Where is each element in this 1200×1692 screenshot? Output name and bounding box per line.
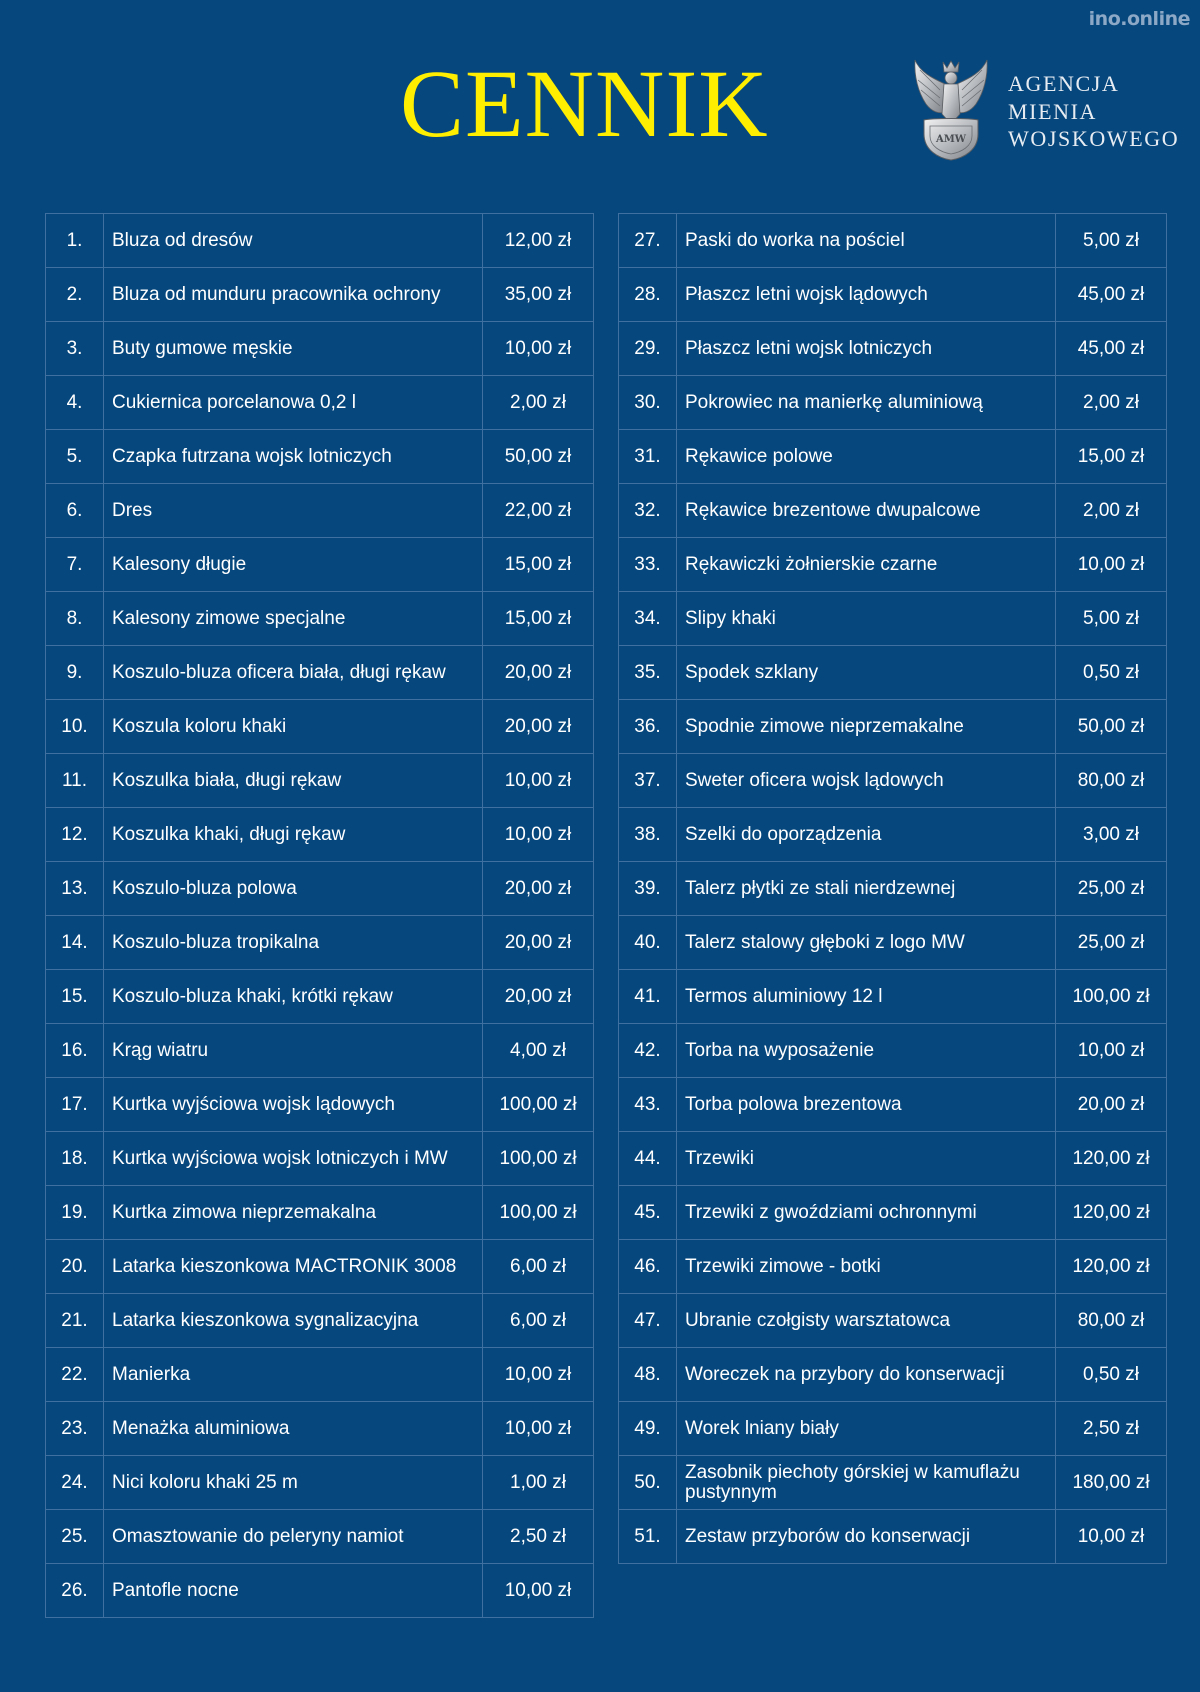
item-name: Cukiernica porcelanowa 0,2 l	[104, 376, 483, 430]
item-price: 5,00 zł	[1056, 592, 1167, 646]
item-price: 20,00 zł	[483, 862, 594, 916]
item-name: Slipy khaki	[677, 592, 1056, 646]
table-row	[46, 808, 594, 862]
item-number: 46.	[619, 1240, 677, 1294]
table-row	[619, 1240, 1167, 1294]
item-name: Bluza od munduru pracownika ochrony	[104, 268, 483, 322]
item-number: 19.	[46, 1186, 104, 1240]
item-name: Ubranie czołgisty warsztatowca	[677, 1294, 1056, 1348]
table-row	[46, 376, 594, 430]
item-name: Dres	[104, 484, 483, 538]
item-name: Kurtka zimowa nieprzemakalna	[104, 1186, 483, 1240]
table-row	[46, 1348, 594, 1402]
item-price: 22,00 zł	[483, 484, 594, 538]
item-name: Płaszcz letni wojsk lotniczych	[677, 322, 1056, 376]
table-row	[46, 1402, 594, 1456]
item-price: 45,00 zł	[1056, 268, 1167, 322]
table-row	[619, 1078, 1167, 1132]
item-name: Kurtka wyjściowa wojsk lądowych	[104, 1078, 483, 1132]
item-number: 8.	[46, 592, 104, 646]
item-name: Rękawice polowe	[677, 430, 1056, 484]
item-number: 5.	[46, 430, 104, 484]
table-row	[46, 1456, 594, 1510]
table-row	[619, 808, 1167, 862]
item-name: Manierka	[104, 1348, 483, 1402]
item-number: 24.	[46, 1456, 104, 1510]
item-number: 1.	[46, 214, 104, 268]
item-number: 23.	[46, 1402, 104, 1456]
item-number: 30.	[619, 376, 677, 430]
item-number: 33.	[619, 538, 677, 592]
table-row	[619, 214, 1167, 268]
table-row	[619, 538, 1167, 592]
item-number: 43.	[619, 1078, 677, 1132]
table-row	[46, 322, 594, 376]
item-name: Kalesony długie	[104, 538, 483, 592]
item-number: 48.	[619, 1348, 677, 1402]
item-price: 120,00 zł	[1056, 1186, 1167, 1240]
item-name: Rękawiczki żołnierskie czarne	[677, 538, 1056, 592]
item-price: 20,00 zł	[483, 970, 594, 1024]
item-number: 51.	[619, 1510, 677, 1564]
item-name: Buty gumowe męskie	[104, 322, 483, 376]
item-price: 45,00 zł	[1056, 322, 1167, 376]
item-name: Koszulo-bluza oficera biała, długi rękaw	[104, 646, 483, 700]
item-price: 80,00 zł	[1056, 754, 1167, 808]
item-price: 5,00 zł	[1056, 214, 1167, 268]
item-price: 50,00 zł	[483, 430, 594, 484]
item-name: Spodek szklany	[677, 646, 1056, 700]
item-number: 29.	[619, 322, 677, 376]
item-number: 20.	[46, 1240, 104, 1294]
table-row	[619, 862, 1167, 916]
item-number: 35.	[619, 646, 677, 700]
item-price: 50,00 zł	[1056, 700, 1167, 754]
item-number: 18.	[46, 1132, 104, 1186]
item-number: 9.	[46, 646, 104, 700]
item-number: 28.	[619, 268, 677, 322]
table-row	[619, 1024, 1167, 1078]
price-table-right	[618, 213, 1167, 1564]
item-price: 10,00 zł	[483, 1348, 594, 1402]
item-price: 10,00 zł	[483, 1564, 594, 1618]
item-number: 42.	[619, 1024, 677, 1078]
table-row	[46, 646, 594, 700]
eagle-emblem-icon	[912, 58, 990, 162]
item-name: Latarka kieszonkowa sygnalizacyjna	[104, 1294, 483, 1348]
item-price: 0,50 zł	[1056, 646, 1167, 700]
table-row	[619, 646, 1167, 700]
table-row	[46, 1078, 594, 1132]
item-price: 120,00 zł	[1056, 1240, 1167, 1294]
table-row	[619, 592, 1167, 646]
item-price: 100,00 zł	[483, 1078, 594, 1132]
item-name: Zestaw przyborów do konserwacji	[677, 1510, 1056, 1564]
table-row	[619, 916, 1167, 970]
item-price: 2,00 zł	[1056, 376, 1167, 430]
item-price: 12,00 zł	[483, 214, 594, 268]
item-price: 4,00 zł	[483, 1024, 594, 1078]
table-row	[619, 268, 1167, 322]
item-price: 3,00 zł	[1056, 808, 1167, 862]
item-price: 120,00 zł	[1056, 1132, 1167, 1186]
watermark: ino.online	[1088, 8, 1190, 30]
item-price: 10,00 zł	[1056, 1510, 1167, 1564]
item-number: 44.	[619, 1132, 677, 1186]
item-price: 2,00 zł	[1056, 484, 1167, 538]
item-number: 32.	[619, 484, 677, 538]
item-name: Trzewiki zimowe - botki	[677, 1240, 1056, 1294]
table-row	[46, 754, 594, 808]
logo-text: AMW	[935, 134, 967, 145]
item-name: Menażka aluminiowa	[104, 1402, 483, 1456]
item-price: 20,00 zł	[1056, 1078, 1167, 1132]
agency-line-3: WOJSKOWEGO	[1008, 126, 1180, 151]
item-name: Termos aluminiowy 12 l	[677, 970, 1056, 1024]
table-row	[619, 700, 1167, 754]
item-name: Krąg wiatru	[104, 1024, 483, 1078]
item-price: 180,00 zł	[1056, 1456, 1167, 1510]
item-price: 2,00 zł	[483, 376, 594, 430]
item-price: 15,00 zł	[483, 538, 594, 592]
table-row	[46, 592, 594, 646]
item-name: Pantofle nocne	[104, 1564, 483, 1618]
item-name: Woreczek na przybory do konserwacji	[677, 1348, 1056, 1402]
item-name: Koszula koloru khaki	[104, 700, 483, 754]
item-name: Talerz płytki ze stali nierdzewnej	[677, 862, 1056, 916]
item-name: Kurtka wyjściowa wojsk lotniczych i MW	[104, 1132, 483, 1186]
item-number: 7.	[46, 538, 104, 592]
table-row	[619, 970, 1167, 1024]
item-name: Trzewiki z gwoździami ochronnymi	[677, 1186, 1056, 1240]
table-row	[619, 1132, 1167, 1186]
agency-line-1: AGENCJA	[1008, 71, 1120, 96]
table-row	[46, 484, 594, 538]
agency-line-2: MIENIA	[1008, 98, 1098, 124]
item-price: 10,00 zł	[483, 1402, 594, 1456]
item-price: 100,00 zł	[483, 1132, 594, 1186]
item-number: 10.	[46, 700, 104, 754]
item-number: 37.	[619, 754, 677, 808]
item-price: 10,00 zł	[483, 754, 594, 808]
item-name: Koszulka khaki, długi rękaw	[104, 808, 483, 862]
item-price: 15,00 zł	[1056, 430, 1167, 484]
item-price: 6,00 zł	[483, 1294, 594, 1348]
item-name: Zasobnik piechoty górskiej w kamuflażu pustynnym	[677, 1456, 1056, 1510]
table-row	[46, 700, 594, 754]
item-number: 6.	[46, 484, 104, 538]
item-name: Torba na wyposażenie	[677, 1024, 1056, 1078]
item-name: Płaszcz letni wojsk lądowych	[677, 268, 1056, 322]
item-number: 14.	[46, 916, 104, 970]
item-number: 41.	[619, 970, 677, 1024]
table-row	[619, 322, 1167, 376]
item-number: 34.	[619, 592, 677, 646]
table-row	[46, 1132, 594, 1186]
table-row	[46, 430, 594, 484]
item-price: 20,00 zł	[483, 916, 594, 970]
item-price: 20,00 zł	[483, 646, 594, 700]
item-number: 26.	[46, 1564, 104, 1618]
item-number: 38.	[619, 808, 677, 862]
item-name: Spodnie zimowe nieprzemakalne	[677, 700, 1056, 754]
item-price: 10,00 zł	[483, 322, 594, 376]
item-name: Latarka kieszonkowa MACTRONIK 3008	[104, 1240, 483, 1294]
item-price: 100,00 zł	[483, 1186, 594, 1240]
item-price: 25,00 zł	[1056, 916, 1167, 970]
item-price: 10,00 zł	[1056, 538, 1167, 592]
item-name: Koszulo-bluza khaki, krótki rękaw	[104, 970, 483, 1024]
item-number: 13.	[46, 862, 104, 916]
page-title: CENNIK	[400, 50, 769, 157]
item-number: 25.	[46, 1510, 104, 1564]
table-row	[46, 1186, 594, 1240]
item-price: 20,00 zł	[483, 700, 594, 754]
table-row	[619, 1456, 1167, 1510]
table-row	[619, 1510, 1167, 1564]
item-name: Talerz stalowy głęboki z logo MW	[677, 916, 1056, 970]
item-name: Omasztowanie do peleryny namiot	[104, 1510, 483, 1564]
item-price: 0,50 zł	[1056, 1348, 1167, 1402]
table-row	[46, 214, 594, 268]
table-row	[619, 1348, 1167, 1402]
agency-name	[1008, 70, 1179, 153]
item-name: Pokrowiec na manierkę aluminiową	[677, 376, 1056, 430]
table-row	[619, 1294, 1167, 1348]
table-row	[46, 862, 594, 916]
item-name: Szelki do oporządzenia	[677, 808, 1056, 862]
item-number: 50.	[619, 1456, 677, 1510]
item-name: Nici koloru khaki 25 m	[104, 1456, 483, 1510]
item-number: 15.	[46, 970, 104, 1024]
item-number: 31.	[619, 430, 677, 484]
item-number: 17.	[46, 1078, 104, 1132]
item-number: 36.	[619, 700, 677, 754]
item-number: 4.	[46, 376, 104, 430]
table-row	[46, 538, 594, 592]
table-row	[46, 1240, 594, 1294]
item-number: 45.	[619, 1186, 677, 1240]
table-row	[46, 970, 594, 1024]
item-number: 27.	[619, 214, 677, 268]
item-number: 39.	[619, 862, 677, 916]
table-row	[619, 430, 1167, 484]
item-name: Torba polowa brezentowa	[677, 1078, 1056, 1132]
item-name: Paski do worka na pościel	[677, 214, 1056, 268]
item-name: Koszulka biała, długi rękaw	[104, 754, 483, 808]
item-name: Koszulo-bluza polowa	[104, 862, 483, 916]
item-number: 47.	[619, 1294, 677, 1348]
item-name: Worek lniany biały	[677, 1402, 1056, 1456]
item-name: Trzewiki	[677, 1132, 1056, 1186]
table-row	[619, 376, 1167, 430]
item-price: 1,00 zł	[483, 1456, 594, 1510]
item-name: Rękawice brezentowe dwupalcowe	[677, 484, 1056, 538]
item-price: 10,00 zł	[483, 808, 594, 862]
table-row	[46, 1564, 594, 1618]
item-number: 11.	[46, 754, 104, 808]
item-number: 21.	[46, 1294, 104, 1348]
table-row	[46, 1294, 594, 1348]
item-number: 40.	[619, 916, 677, 970]
item-name: Sweter oficera wojsk lądowych	[677, 754, 1056, 808]
item-number: 16.	[46, 1024, 104, 1078]
item-price: 25,00 zł	[1056, 862, 1167, 916]
item-price: 10,00 zł	[1056, 1024, 1167, 1078]
item-number: 3.	[46, 322, 104, 376]
table-row	[46, 268, 594, 322]
item-price: 2,50 zł	[1056, 1402, 1167, 1456]
item-number: 22.	[46, 1348, 104, 1402]
table-row	[619, 1186, 1167, 1240]
item-name: Koszulo-bluza tropikalna	[104, 916, 483, 970]
item-name: Kalesony zimowe specjalne	[104, 592, 483, 646]
item-number: 2.	[46, 268, 104, 322]
table-row	[46, 1024, 594, 1078]
item-price: 15,00 zł	[483, 592, 594, 646]
table-row	[46, 916, 594, 970]
item-price: 2,50 zł	[483, 1510, 594, 1564]
item-name: Czapka futrzana wojsk lotniczych	[104, 430, 483, 484]
item-name: Bluza od dresów	[104, 214, 483, 268]
price-table-left	[45, 213, 594, 1618]
item-number: 12.	[46, 808, 104, 862]
item-price: 100,00 zł	[1056, 970, 1167, 1024]
item-price: 6,00 zł	[483, 1240, 594, 1294]
table-row	[619, 1402, 1167, 1456]
table-row	[619, 754, 1167, 808]
table-row	[46, 1510, 594, 1564]
item-number: 49.	[619, 1402, 677, 1456]
table-row	[619, 484, 1167, 538]
item-price: 80,00 zł	[1056, 1294, 1167, 1348]
item-price: 35,00 zł	[483, 268, 594, 322]
